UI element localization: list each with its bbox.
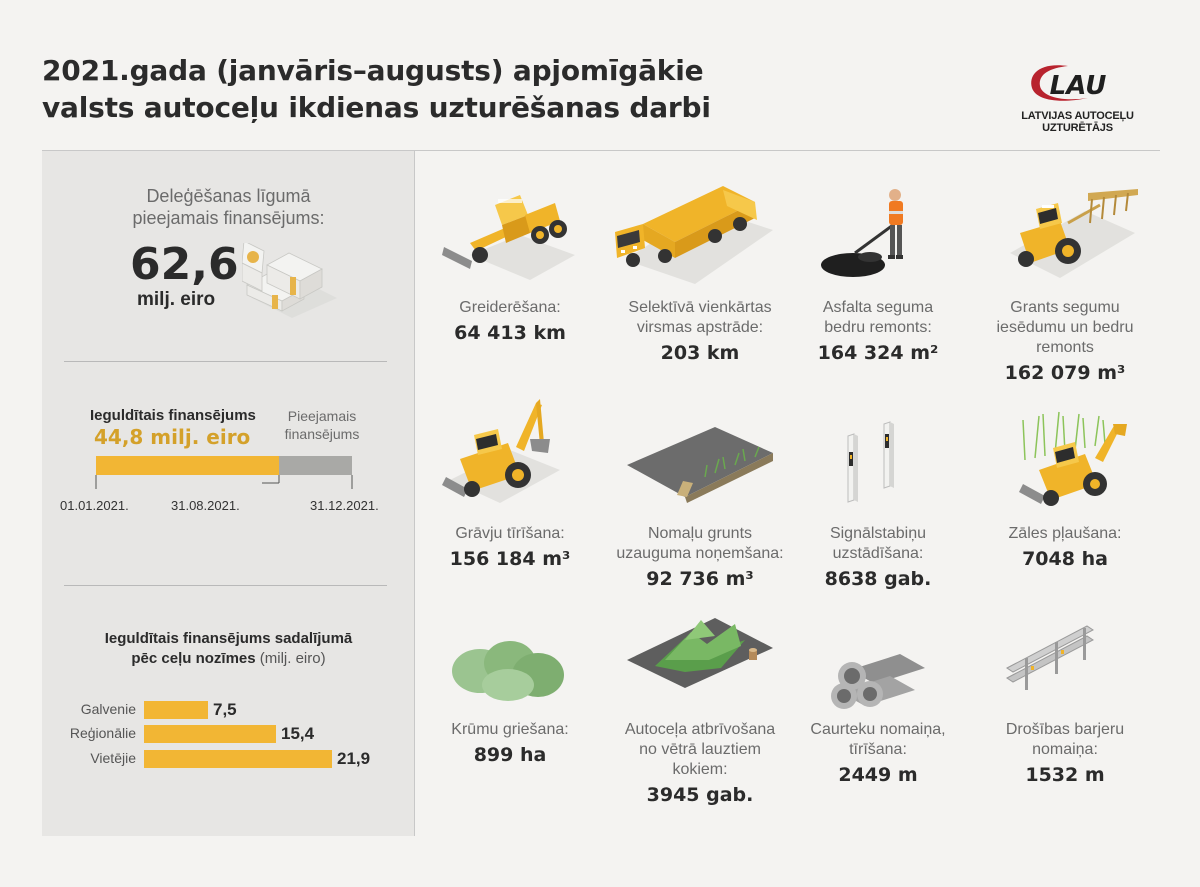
fallen-tree-icon: [625, 610, 775, 690]
work-item-label-line: tīrīšana:: [849, 741, 907, 758]
signal-posts-icon: [840, 420, 910, 510]
breakdown-bar: [144, 701, 208, 719]
work-item-excavator: [415, 524, 605, 572]
work-item-value: 164 324 m²: [817, 342, 939, 364]
work-item-label-line: Grants segumu: [1010, 299, 1120, 316]
work-item-label-line: uzstādīšana:: [832, 545, 924, 562]
work-item-guardrail: [970, 720, 1160, 788]
work-item-label-line: Caurteku nomaiņa,: [810, 721, 946, 738]
work-item-label-line: Krūmu griešana:: [451, 721, 569, 738]
current-date: 31.08.2021.: [171, 498, 240, 513]
breakdown-bar: [144, 725, 276, 743]
grass-mower-icon: [1015, 410, 1140, 510]
work-item-value: 1532 m: [1025, 764, 1105, 786]
work-item-value: 899 ha: [473, 744, 547, 766]
logo-caption: LATVIJAS AUTOCEĻU UZTURĒTĀJS: [1021, 110, 1134, 134]
finance-panel: [42, 151, 415, 836]
breakdown-value: 15,4: [281, 724, 315, 743]
work-item-tanker-truck: [605, 298, 795, 366]
work-item-shoulder: [605, 524, 795, 592]
work-item-label-line: Nomaļu grunts: [647, 525, 753, 542]
work-item-label: [605, 720, 795, 780]
tractor-harrow-icon: [1000, 183, 1140, 283]
available-label-line-2: pieejamais finansējums:: [132, 208, 325, 228]
title-line-2: valsts autoceļu ikdienas uzturēšanas darbi: [42, 91, 711, 124]
panel-divider-1: [64, 361, 387, 362]
work-item-label: [783, 524, 973, 564]
work-item-value: 162 079 m³: [1004, 362, 1126, 384]
work-item-fallen-tree: [605, 720, 795, 808]
work-item-label: [415, 298, 605, 318]
grader-icon: [440, 185, 580, 285]
available-legend-line-1: Pieejamais: [287, 408, 357, 424]
work-item-label: [605, 298, 795, 338]
work-item-label-line: bedru remonts:: [824, 319, 932, 336]
work-item-value: 156 184 m³: [449, 548, 571, 570]
work-item-label-line: Autoceļa atbrīvošana: [624, 721, 776, 738]
culvert-pipes-icon: [830, 650, 930, 710]
end-date: 31.12.2021.: [310, 498, 379, 513]
work-item-signal-posts: [783, 524, 973, 592]
work-item-label-line: iesēdumu un bedru: [996, 319, 1134, 336]
work-item-label: [970, 720, 1160, 760]
bushes-icon: [450, 635, 570, 705]
work-item-tractor-harrow: [970, 298, 1160, 386]
work-item-road-worker: [783, 298, 973, 366]
excavator-icon: [440, 395, 580, 505]
funding-progress-fill: [96, 456, 279, 475]
available-label-line-1: Deleģēšanas līgumā: [146, 186, 311, 206]
work-item-value: 64 413 km: [454, 322, 566, 344]
work-item-label-line: virsmas apstrāde:: [636, 319, 764, 336]
breakdown-value: 7,5: [213, 700, 237, 719]
breakdown-bar: [144, 750, 332, 768]
lau-logo-icon: [990, 60, 1165, 110]
guardrail-icon: [1005, 620, 1100, 695]
work-item-label-line: Drošības barjeru: [1005, 721, 1125, 738]
work-item-label: [783, 720, 973, 760]
breakdown-title: [42, 629, 415, 669]
breakdown-title-line-1: Ieguldītais finansējums sadalījumā: [104, 630, 353, 647]
work-item-label: [605, 524, 795, 564]
work-item-value: 92 736 m³: [646, 568, 754, 590]
tanker-truck-icon: [605, 180, 775, 285]
available-funding-unit: milj. eiro: [137, 289, 216, 310]
breakdown-value: 21,9: [337, 749, 371, 768]
funding-progress-bar: [96, 456, 352, 475]
lau-logo: [990, 60, 1165, 134]
invested-funding-label: Ieguldītais finansējums: [90, 407, 256, 424]
work-item-label-line: Signālstabiņu: [829, 525, 927, 542]
work-item-value: 2449 m: [838, 764, 918, 786]
work-item-label-line: Greiderēšana:: [459, 299, 561, 316]
available-funding-value: 62,6: [130, 239, 239, 290]
work-item-label: [415, 524, 605, 544]
road-worker-icon: [815, 185, 925, 285]
work-item-label-line: kokiem:: [672, 761, 728, 778]
work-item-label: [415, 720, 605, 740]
start-date: 01.01.2021.: [60, 498, 129, 513]
breakdown-title-bold: pēc ceļu nozīmes: [131, 650, 256, 667]
logo-letters: LAU: [1049, 71, 1107, 101]
available-legend-line-2: finansējums: [284, 426, 360, 442]
panel-divider-2: [64, 585, 387, 586]
shoulder-icon: [625, 425, 775, 505]
work-item-bushes: [415, 720, 605, 768]
work-item-label-line: Asfalta seguma: [822, 299, 934, 316]
breakdown-label: Reģionālie: [69, 725, 136, 741]
work-item-label-line: nomaiņa:: [1032, 741, 1098, 758]
work-item-value: 3945 gab.: [646, 784, 754, 806]
work-item-value: 7048 ha: [1022, 548, 1108, 570]
work-item-label-line: Selektīvā vienkārtas: [628, 299, 772, 316]
work-item-label-line: remonts: [1036, 339, 1094, 356]
work-item-label-line: Zāles pļaušana:: [1008, 525, 1122, 542]
work-item-value: 203 km: [660, 342, 740, 364]
money-stack-icon: [242, 243, 342, 323]
breakdown-label: Vietējie: [90, 750, 136, 766]
breakdown-title-unit: (milj. eiro): [259, 650, 326, 667]
work-item-culvert-pipes: [783, 720, 973, 788]
title-line-1: 2021.gada (janvāris–augusts) apjomīgākie: [42, 54, 704, 87]
work-item-grader: [415, 298, 605, 346]
work-item-label: [783, 298, 973, 338]
work-item-label-line: uzauguma noņemšana:: [616, 545, 784, 562]
work-item-grass-mower: [970, 524, 1160, 572]
breakdown-label: Galvenie: [80, 701, 136, 717]
invested-funding-value: 44,8 milj. eiro: [94, 425, 251, 449]
page-title: [42, 52, 711, 126]
work-item-label-line: Grāvju tīrīšana:: [455, 525, 565, 542]
available-funding-legend: [272, 407, 372, 443]
work-item-value: 8638 gab.: [824, 568, 932, 590]
work-item-label: [970, 298, 1160, 358]
available-funding-label: [42, 185, 415, 229]
work-item-label-line: no vētrā lauztiem: [639, 741, 761, 758]
work-item-label: [970, 524, 1160, 544]
